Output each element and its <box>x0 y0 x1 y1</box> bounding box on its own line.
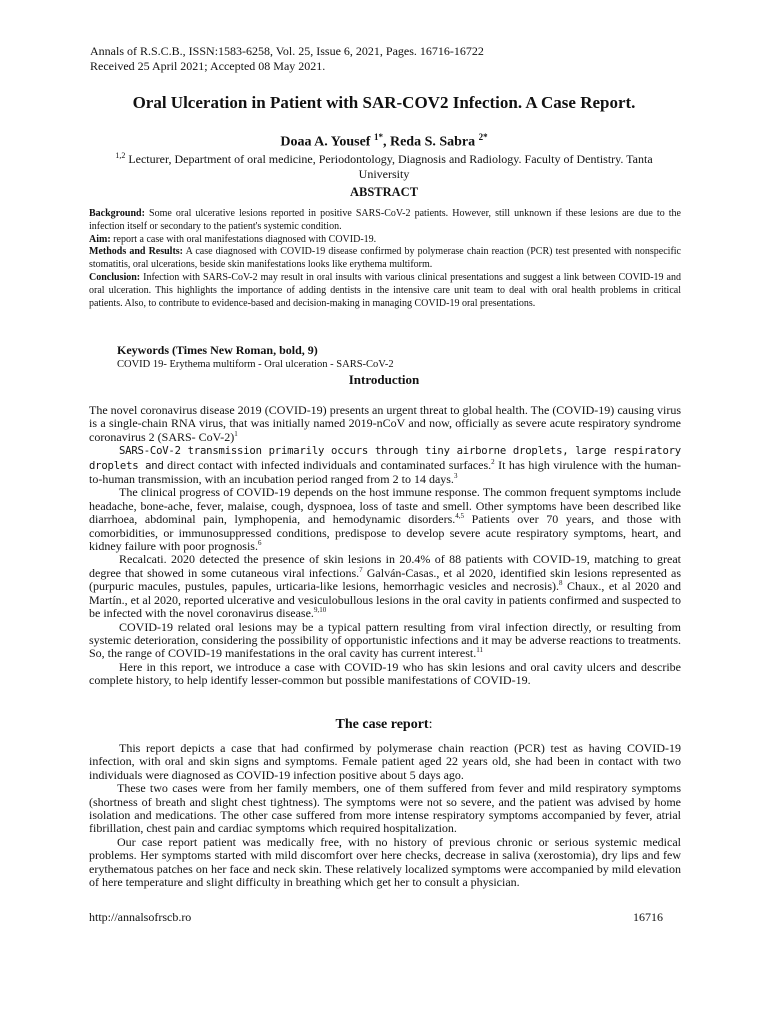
intro-p4-text: Recalcati. 2020 detected the presence of skin lesions in 20.4% of 88 patients with COVID-19, matching to great degree that showed in some cutaneous viral infections. <box>89 552 681 580</box>
citation-ref: 3 <box>453 472 458 481</box>
case-report-heading-text: The case report <box>335 717 429 732</box>
intro-paragraph-3 <box>89 486 681 553</box>
citation-ref: 9,10 <box>313 606 327 615</box>
citation-ref: 8 <box>559 579 563 588</box>
intro-paragraph-1 <box>89 404 681 444</box>
citation-ref: 7 <box>359 565 363 574</box>
aim-text: report a case with oral manifestations diagnosed with COVID-19. <box>110 233 377 245</box>
paper-title: Oral Ulceration in Patient with SAR-COV2 Infection. A Case Report. <box>132 93 636 112</box>
case-paragraph-2: These two cases were from her family members, one of them suffered from fever and mild respiratory symptoms (shortness of breath and slight chest tightness). The symptoms were not so severe, and the patient was advised by home isolation and medications. The other case suffered from more intense respiratory symptoms accompanied by fever, atrial fibrillation, chest pain and cardiac symptoms which required hospitalization. <box>89 781 681 836</box>
author-1: Doaa A. Yousef <box>280 134 374 150</box>
abstract-conclusion <box>89 272 681 310</box>
conclusion-text: Infection with SARS-CoV-2 may result in oral insults with various clinical presentations and suggest a link between COVID-19 and oral ulceration. This highlights the importance of adding dentists in the intensive care unit team to deal with oral health problems in critical patients. Also, to contribute to evidence-based and decision-making in managing COVID-19 oral presentations. <box>89 271 681 309</box>
case-report-heading-colon: : <box>428 717 433 732</box>
aim-label: Aim: <box>89 233 111 245</box>
intro-p2-text-2: It has high virulence with the human-to-human transmission, with an incubation period ranged from 2 to 14 days. <box>89 457 682 487</box>
citation-ref: 1 <box>234 429 238 438</box>
journal-header <box>90 44 690 74</box>
intro-p4-text-2: Galván-Casas., et al 2020, identified skin lesions represented as (purpuric macules, pustules, papules, urticaria-like lesions, hemorrhagic vesicles and necrosis). <box>89 565 681 594</box>
citation-ref: 11 <box>476 646 483 655</box>
citation-ref: 6 <box>257 539 262 548</box>
background-label: Background: <box>89 208 145 219</box>
intro-p2-text: direct contact with infected individuals and contaminated surfaces. <box>163 457 492 472</box>
page-number: 16716 <box>633 910 663 924</box>
author-1-affiliation-mark: 1* <box>373 132 383 142</box>
intro-p5-text: COVID-19 related oral lesions may be a typical pattern resulting from viral infection directly, or resulting from systemic deterioration, considering the possibility of opportunistic infections and it may be adverse reactions to treatments. So, the range of COVID-19 manifestations in the oral cavity has current interest. <box>89 619 681 661</box>
intro-p3-text: The clinical progress of COVID-19 depends on the host immune response. The common frequent symptoms include headache, bone-ache, fever, malaise, cough, dyspnoea, loss of taste and smell. Other symptoms have been described like diarrhoea, abdominal pain, lymphopenia, and hemodynamic disorders. <box>89 485 681 527</box>
affiliation <box>96 148 672 182</box>
keywords-list: COVID 19- Erythema multiform - Oral ulceration - SARS-CoV-2 <box>117 359 394 370</box>
footer-url-link[interactable]: http://annalsofrscb.ro <box>89 910 192 924</box>
abstract-heading: ABSTRACT <box>349 185 419 199</box>
journal-citation: Annals of R.S.C.B., ISSN:1583-6258, Vol. 25, Issue 6, 2021, Pages. 16716-16722 <box>90 44 484 58</box>
affiliation-text: Lecturer, Department of oral medicine, Periodontology, Diagnosis and Radiology. Faculty of Dentistry. Tanta University <box>125 152 653 181</box>
author-2-affiliation-mark: 2* <box>478 132 488 142</box>
intro-paragraph-4 <box>89 553 681 620</box>
intro-p3-text-2: Patients over 70 years, and those with comorbidities, or immunosuppressed conditions, predispose to develop severe acute respiratory symptoms, heart, and kidney failure with poor prognosis. <box>89 512 681 554</box>
intro-p6-text: Here in this report, we introduce a case with COVID-19 who has skin lesions and oral cavity ulcers and describe complete history, to help identify lesser-common but possible manifestations of COVID-19. <box>89 659 681 688</box>
author-2: Reda S. Sabra <box>389 134 479 150</box>
abstract-methods <box>89 246 681 272</box>
keywords-heading: Keywords (Times New Roman, bold, 9) <box>117 343 318 357</box>
citation-ref: 4,5 <box>455 512 465 521</box>
introduction-body <box>89 404 681 688</box>
author-separator: , <box>382 134 390 150</box>
abstract-background <box>89 208 681 234</box>
intro-paragraph-6 <box>89 661 681 688</box>
methods-text: A case diagnosed with COVID-19 disease confirmed by polymerase chain reaction (PCR) test presented with nonspecific stomatitis, oral ulcerations, beside skin manifestations looks like erythema multiform. <box>89 246 681 271</box>
background-text: Some oral ulcerative lesions reported in positive SARS-CoV-2 patients. However, still unknown if these lesions are due to the infection itself or secondary to the patient's systemic condition. <box>89 208 681 232</box>
case-paragraph-3: Our case report patient was medically free, with no history of previous chronic or serious systemic medical problems. Her symptoms started with mild discomfort over here checks, decrease in saliva (xerostomia), dry lips and few erythematous patches on her face and neck skin. These relatively localized symptoms were accompanied by mild elevation of here temperature and slight difficulty in breathing which get her to consult a physician. <box>89 834 681 890</box>
citation-ref: 2 <box>491 457 495 466</box>
intro-p2-mono-text: SARS-CoV-2 transmission primarily occurs through tiny airborne droplets, large respiratory droplets and <box>89 445 681 472</box>
received-accepted-dates: Received 25 April 2021; Accepted 08 May 2021. <box>90 59 326 73</box>
case-report-body <box>89 742 681 889</box>
affiliation-mark: 1,2 <box>115 151 126 160</box>
introduction-heading: Introduction <box>348 372 420 387</box>
case-paragraph-1: This report depicts a case that had confirmed by polymerase chain reaction (PCR) test as having COVID-19 infection, with oral and skin signs and symptoms. Female patient aged 22 years old, she had been in contact with two individuals were diagnosed as COVID-19 infection positive about 5 days ago. <box>89 741 681 782</box>
abstract-aim <box>89 234 681 247</box>
intro-p1-text: The novel coronavirus disease 2019 (COVID-19) presents an urgent threat to global health. The (COVID-19) causing virus is a single-chain RNA virus, that was initially named 2019-nCoV and now, officially as severe acute respiratory syndrome coronavirus 2 (SARS- CoV-2) <box>89 403 681 444</box>
conclusion-label: Conclusion: <box>89 271 141 283</box>
intro-paragraph-2 <box>89 444 681 486</box>
intro-paragraph-5 <box>89 621 681 661</box>
abstract-body <box>89 208 681 310</box>
intro-p4-text-3: Chaux., et al 2020 and Martín., et al 2020, reported ulcerative and vesiculobullous lesions in the oral cavity in patients confirmed and suspected to be infected with the novel coronavirus disease. <box>89 579 681 621</box>
methods-label: Methods and Results: <box>89 246 184 258</box>
case-report-heading <box>60 717 708 733</box>
